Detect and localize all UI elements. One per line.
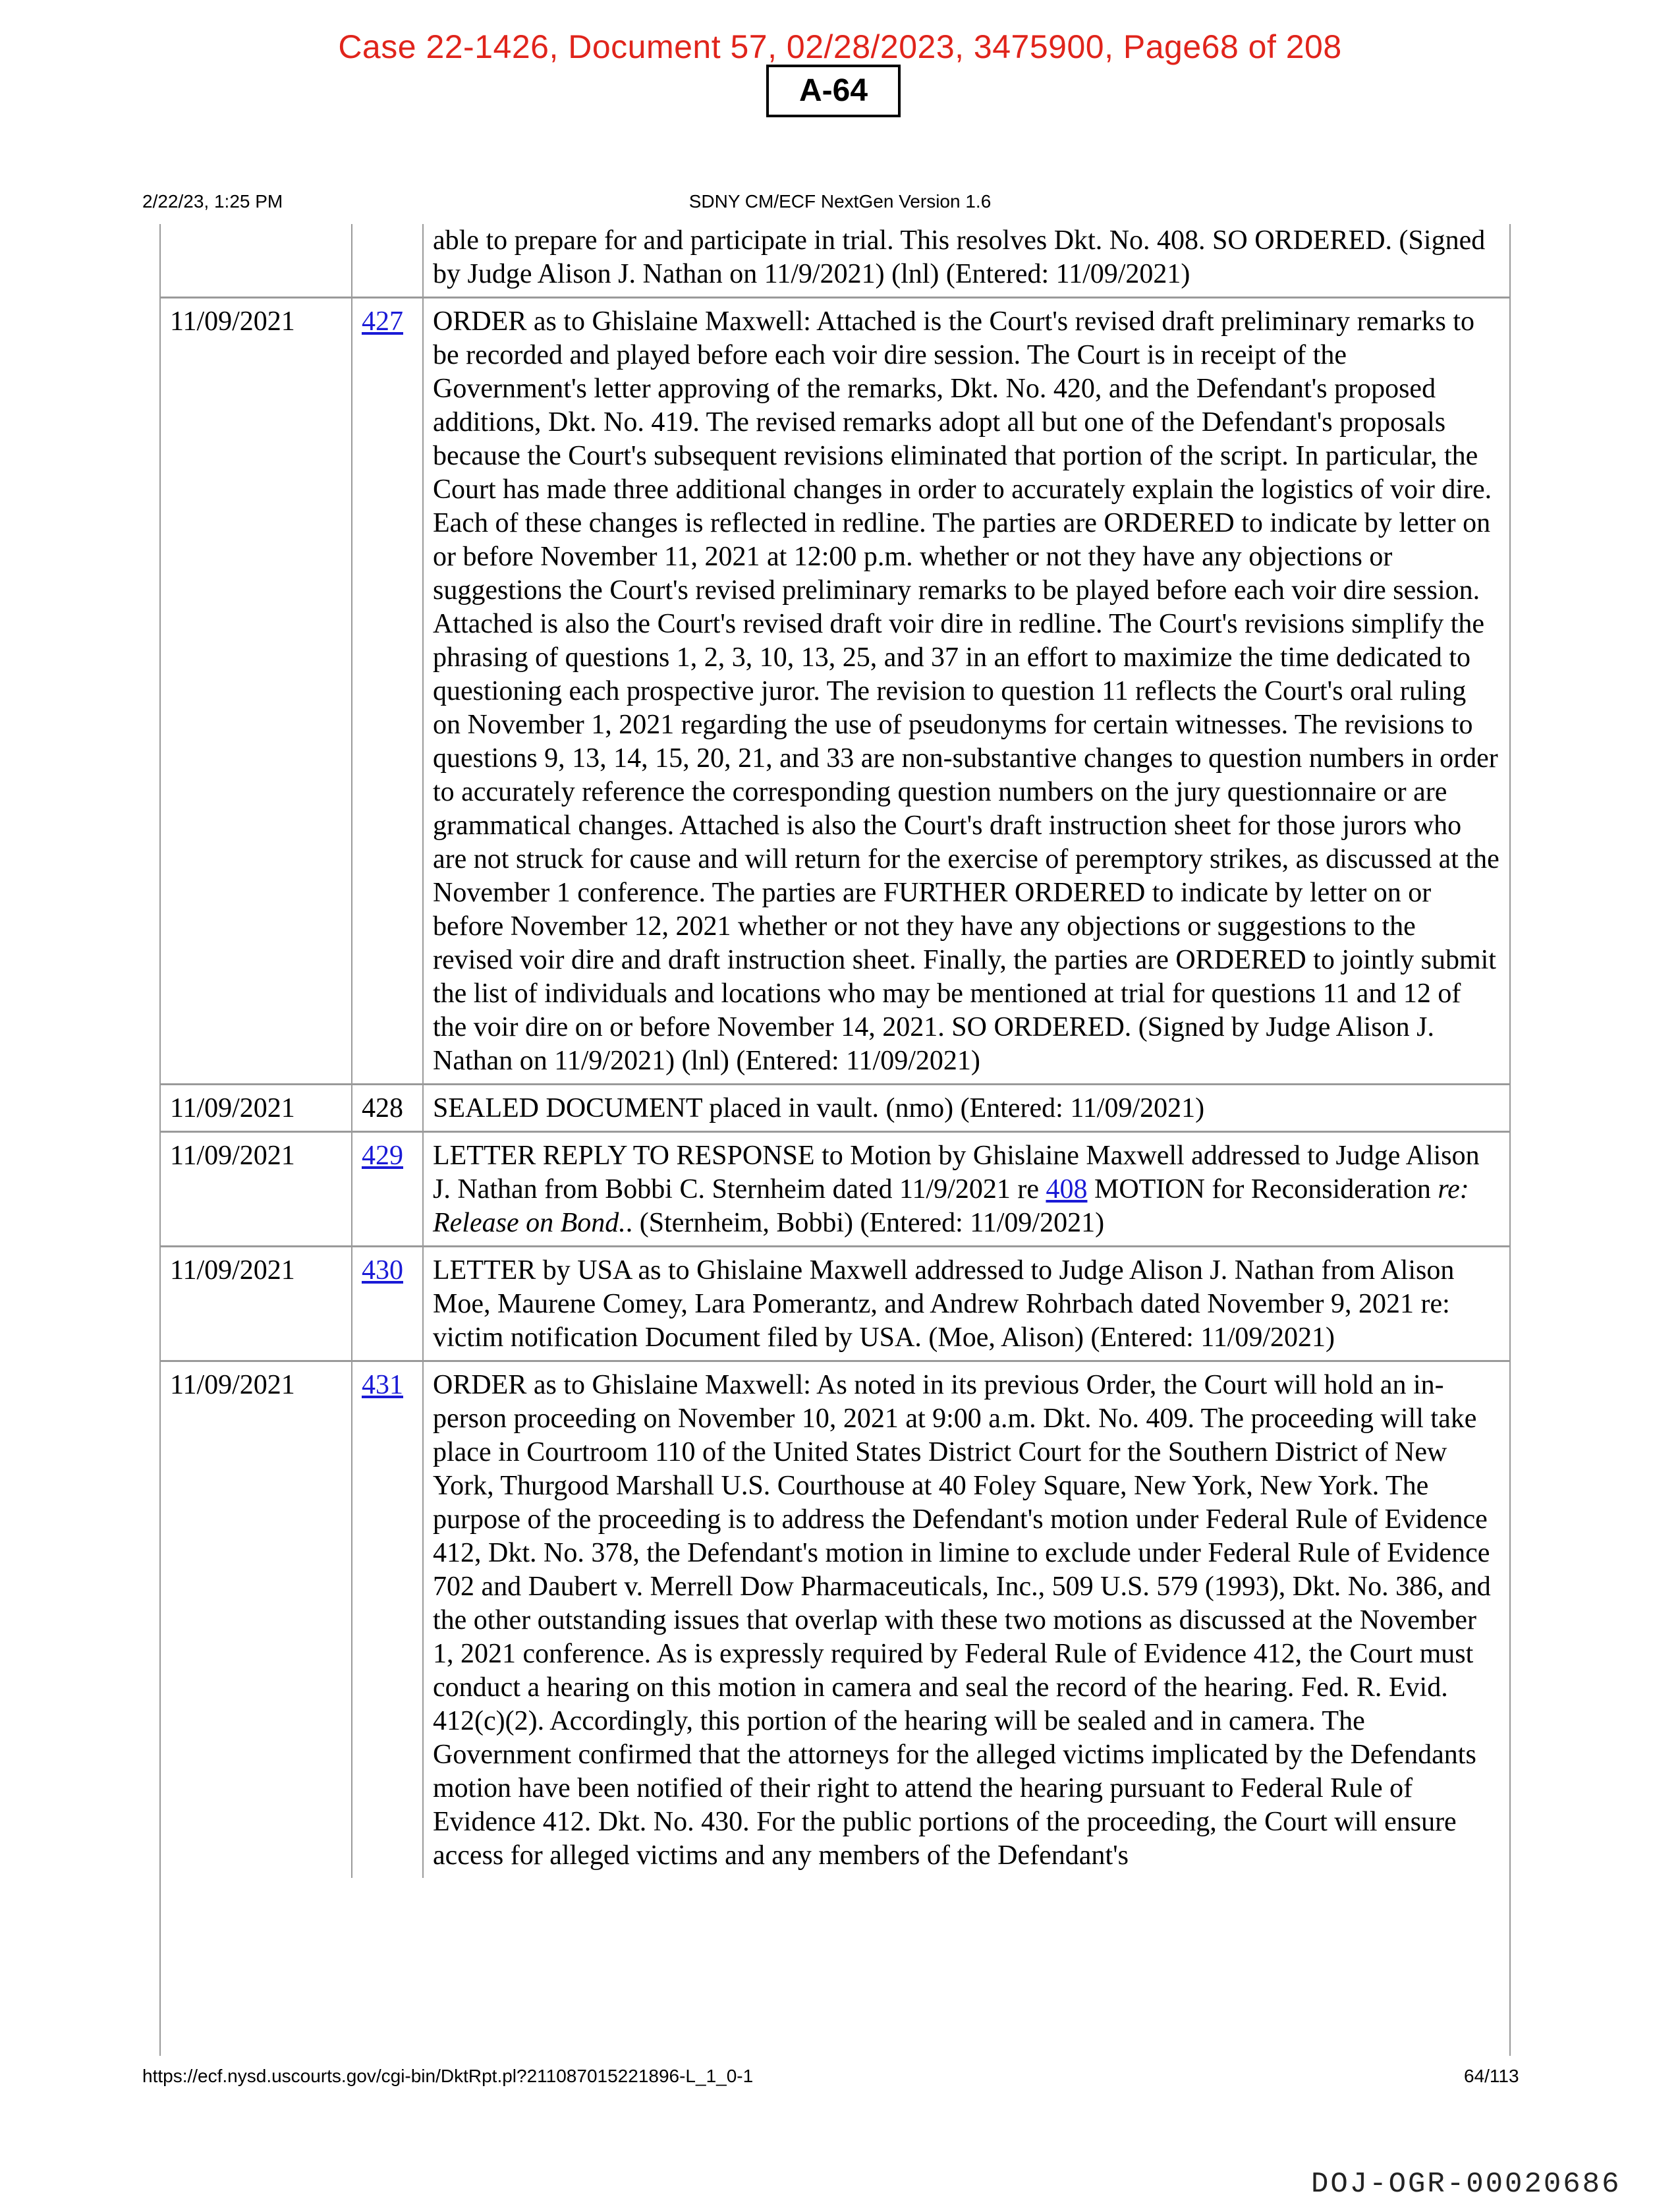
entry-text-italic: re: Release on Bond. (433, 1174, 1469, 1238)
print-datetime: 2/22/23, 1:25 PM (142, 191, 283, 212)
docket-entries (161, 224, 1509, 1878)
table-row (161, 1085, 1509, 1132)
entry-text: LETTER by USA as to Ghislaine Maxwell addressed to Judge Alison J. Nathan from Alison Moe, Maurene Comey, Lara Pomerantz, and Andrew Rohrbach dated November 9, 2021 re: victim notification Document filed by USA. (Moe, Alison) (Entered: 11/09/2021) (423, 1247, 1509, 1361)
entry-text-part: LETTER REPLY TO RESPONSE to Motion by Ghislaine Maxwell addressed to Judge Alison J. Nathan from Bobbi C. Sternheim dated 11/9/2021 re (433, 1141, 1480, 1205)
entry-number (352, 1247, 423, 1361)
table-row (161, 1132, 1509, 1247)
entry-number (352, 224, 423, 298)
appendix-page-stamp: A-64 (766, 65, 901, 117)
table-row (161, 298, 1509, 1085)
print-page-count: 64/113 (1464, 2066, 1519, 2086)
entry-date: 11/09/2021 (161, 1247, 352, 1361)
entry-text-part: . (Sternheim, Bobbi) (Entered: 11/09/2021) (625, 1208, 1105, 1238)
document-link[interactable]: 431 (362, 1370, 403, 1400)
entry-text: ORDER as to Ghislaine Maxwell: As noted in its previous Order, the Court will hold an in-person proceeding on November 10, 2021 at 9:00 a.m. Dkt. No. 409. The proceeding will take place in Courtroom 110 of the United States District Court for the Southern District of New York, Thurgood Marshall U.S. Courthouse at 40 Foley Square, New York, New York. The purpose of the proceeding is to address the Defendant's motion under Federal Rule of Evidence 412, Dkt. No. 378, the Defendant's motion in limine to exclude under Federal Rule of Evidence 702 and Daubert v. Merrell Dow Pharmaceuticals, Inc., 509 U.S. 579 (1993), Dkt. No. 386, and the other outstanding issues that overlap with these two motions as discussed at the November 1, 2021 conference. As is expressly required by Federal Rule of Evidence 412, the Court must conduct a hearing on this motion in camera and seal the record of the hearing. Fed. R. Evid. 412(c)(2). Accordingly, this portion of the hearing will be sealed and in camera. The Government confirmed that the attorneys for the alleged victims implicated by the Defendants motion have been notified of their right to attend the hearing pursuant to Federal Rule of Evidence 412. Dkt. No. 430. For the public portions of the proceeding, the Court will ensure access for alleged victims and any members of the Defendant's (433, 1370, 1491, 1871)
entry-number (352, 1361, 423, 1879)
document-link[interactable]: 429 (362, 1141, 403, 1171)
entry-number: 428 (352, 1085, 423, 1132)
entry-text: ORDER as to Ghislaine Maxwell: Attached is the Court's revised draft preliminary remarks to be recorded and played before each voir dire session. The Court is in receipt of the Government's letter approving of the remarks, Dkt. No. 420, and the Defendant's proposed additions, Dkt. No. 419. The revised remarks adopt all but one of the Defendant's proposals because the Court's subsequent revisions eliminated that portion of the script. In particular, the Court has made three additional changes in order to accurately explain the logistics of voir dire. Each of these changes is reflected in redline. The parties are ORDERED to indicate by letter on or before November 11, 2021 at 12:00 p.m. whether or not they have any objections or suggestions the Court's revised preliminary remarks to be played before each voir dire session. Attached is also the Court's revised draft voir dire in redline. The Court's revisions simplify the phrasing of questions 1, 2, 3, 10, 13, 25, and 37 in an effort to maximize the time dedicated to questioning each prospective juror. The revision to question 11 reflects the Court's oral ruling on November 1, 2021 regarding the use of pseudonyms for certain witnesses. The revisions to questions 9, 13, 14, 15, 20, 21, and 33 are non-substantive changes to question numbers in order to accurately reference the corresponding question numbers on the jury questionnaire or are grammatical changes. Attached is also the Court's draft instruction sheet for those jurors who are not struck for cause and will return for the exercise of peremptory strikes, as discussed at the November 1 conference. The parties are FURTHER ORDERED to indicate by letter on or before November 12, 2021 whether or not they have any objections or suggestions to the revised voir dire and draft instruction sheet. Finally, the parties are ORDERED to jointly submit the list of individuals and locations who may be mentioned at trial for questions 11 and 12 of the voir dire on or before November 14, 2021. SO ORDERED. (Signed by Judge Alison J. Nathan on 11/9/2021) (lnl) (Entered: 11/09/2021) (423, 298, 1509, 1085)
bates-number: DOJ-OGR-00020686 (1311, 2168, 1621, 2201)
case-header-stamp: Case 22-1426, Document 57, 02/28/2023, 3475900, Page68 of 208 (338, 28, 1342, 65)
table-row (161, 1361, 1509, 1879)
docket-table (159, 224, 1511, 2056)
entry-text: able to prepare for and participate in trial. This resolves Dkt. No. 408. SO ORDERED. (Signed by Judge Alison J. Nathan on 11/9/2021) (lnl) (Entered: 11/09/2021) (423, 224, 1509, 298)
entry-number (352, 298, 423, 1085)
document-link[interactable]: 430 (362, 1255, 403, 1286)
print-url: https://ecf.nysd.uscourts.gov/cgi-bin/DktRpt.pl?211087015221896-L_1_0-1 (142, 2066, 754, 2086)
table-row-continued (161, 224, 1509, 298)
print-title: SDNY CM/ECF NextGen Version 1.6 (688, 191, 992, 212)
table-row (161, 1247, 1509, 1361)
entry-date: 11/09/2021 (161, 1085, 352, 1132)
entry-text-part: MOTION for Reconsideration (1087, 1174, 1438, 1205)
entry-date: 11/09/2021 (161, 298, 352, 1085)
entry-date: 11/09/2021 (161, 1361, 352, 1879)
referenced-document-link[interactable]: 408 (1046, 1174, 1088, 1205)
entry-text (423, 1132, 1509, 1247)
document-link[interactable]: 427 (362, 306, 403, 337)
entry-date (161, 224, 352, 298)
entry-date: 11/09/2021 (161, 1132, 352, 1247)
entry-number (352, 1132, 423, 1247)
entry-text: SEALED DOCUMENT placed in vault. (nmo) (Entered: 11/09/2021) (423, 1085, 1509, 1132)
